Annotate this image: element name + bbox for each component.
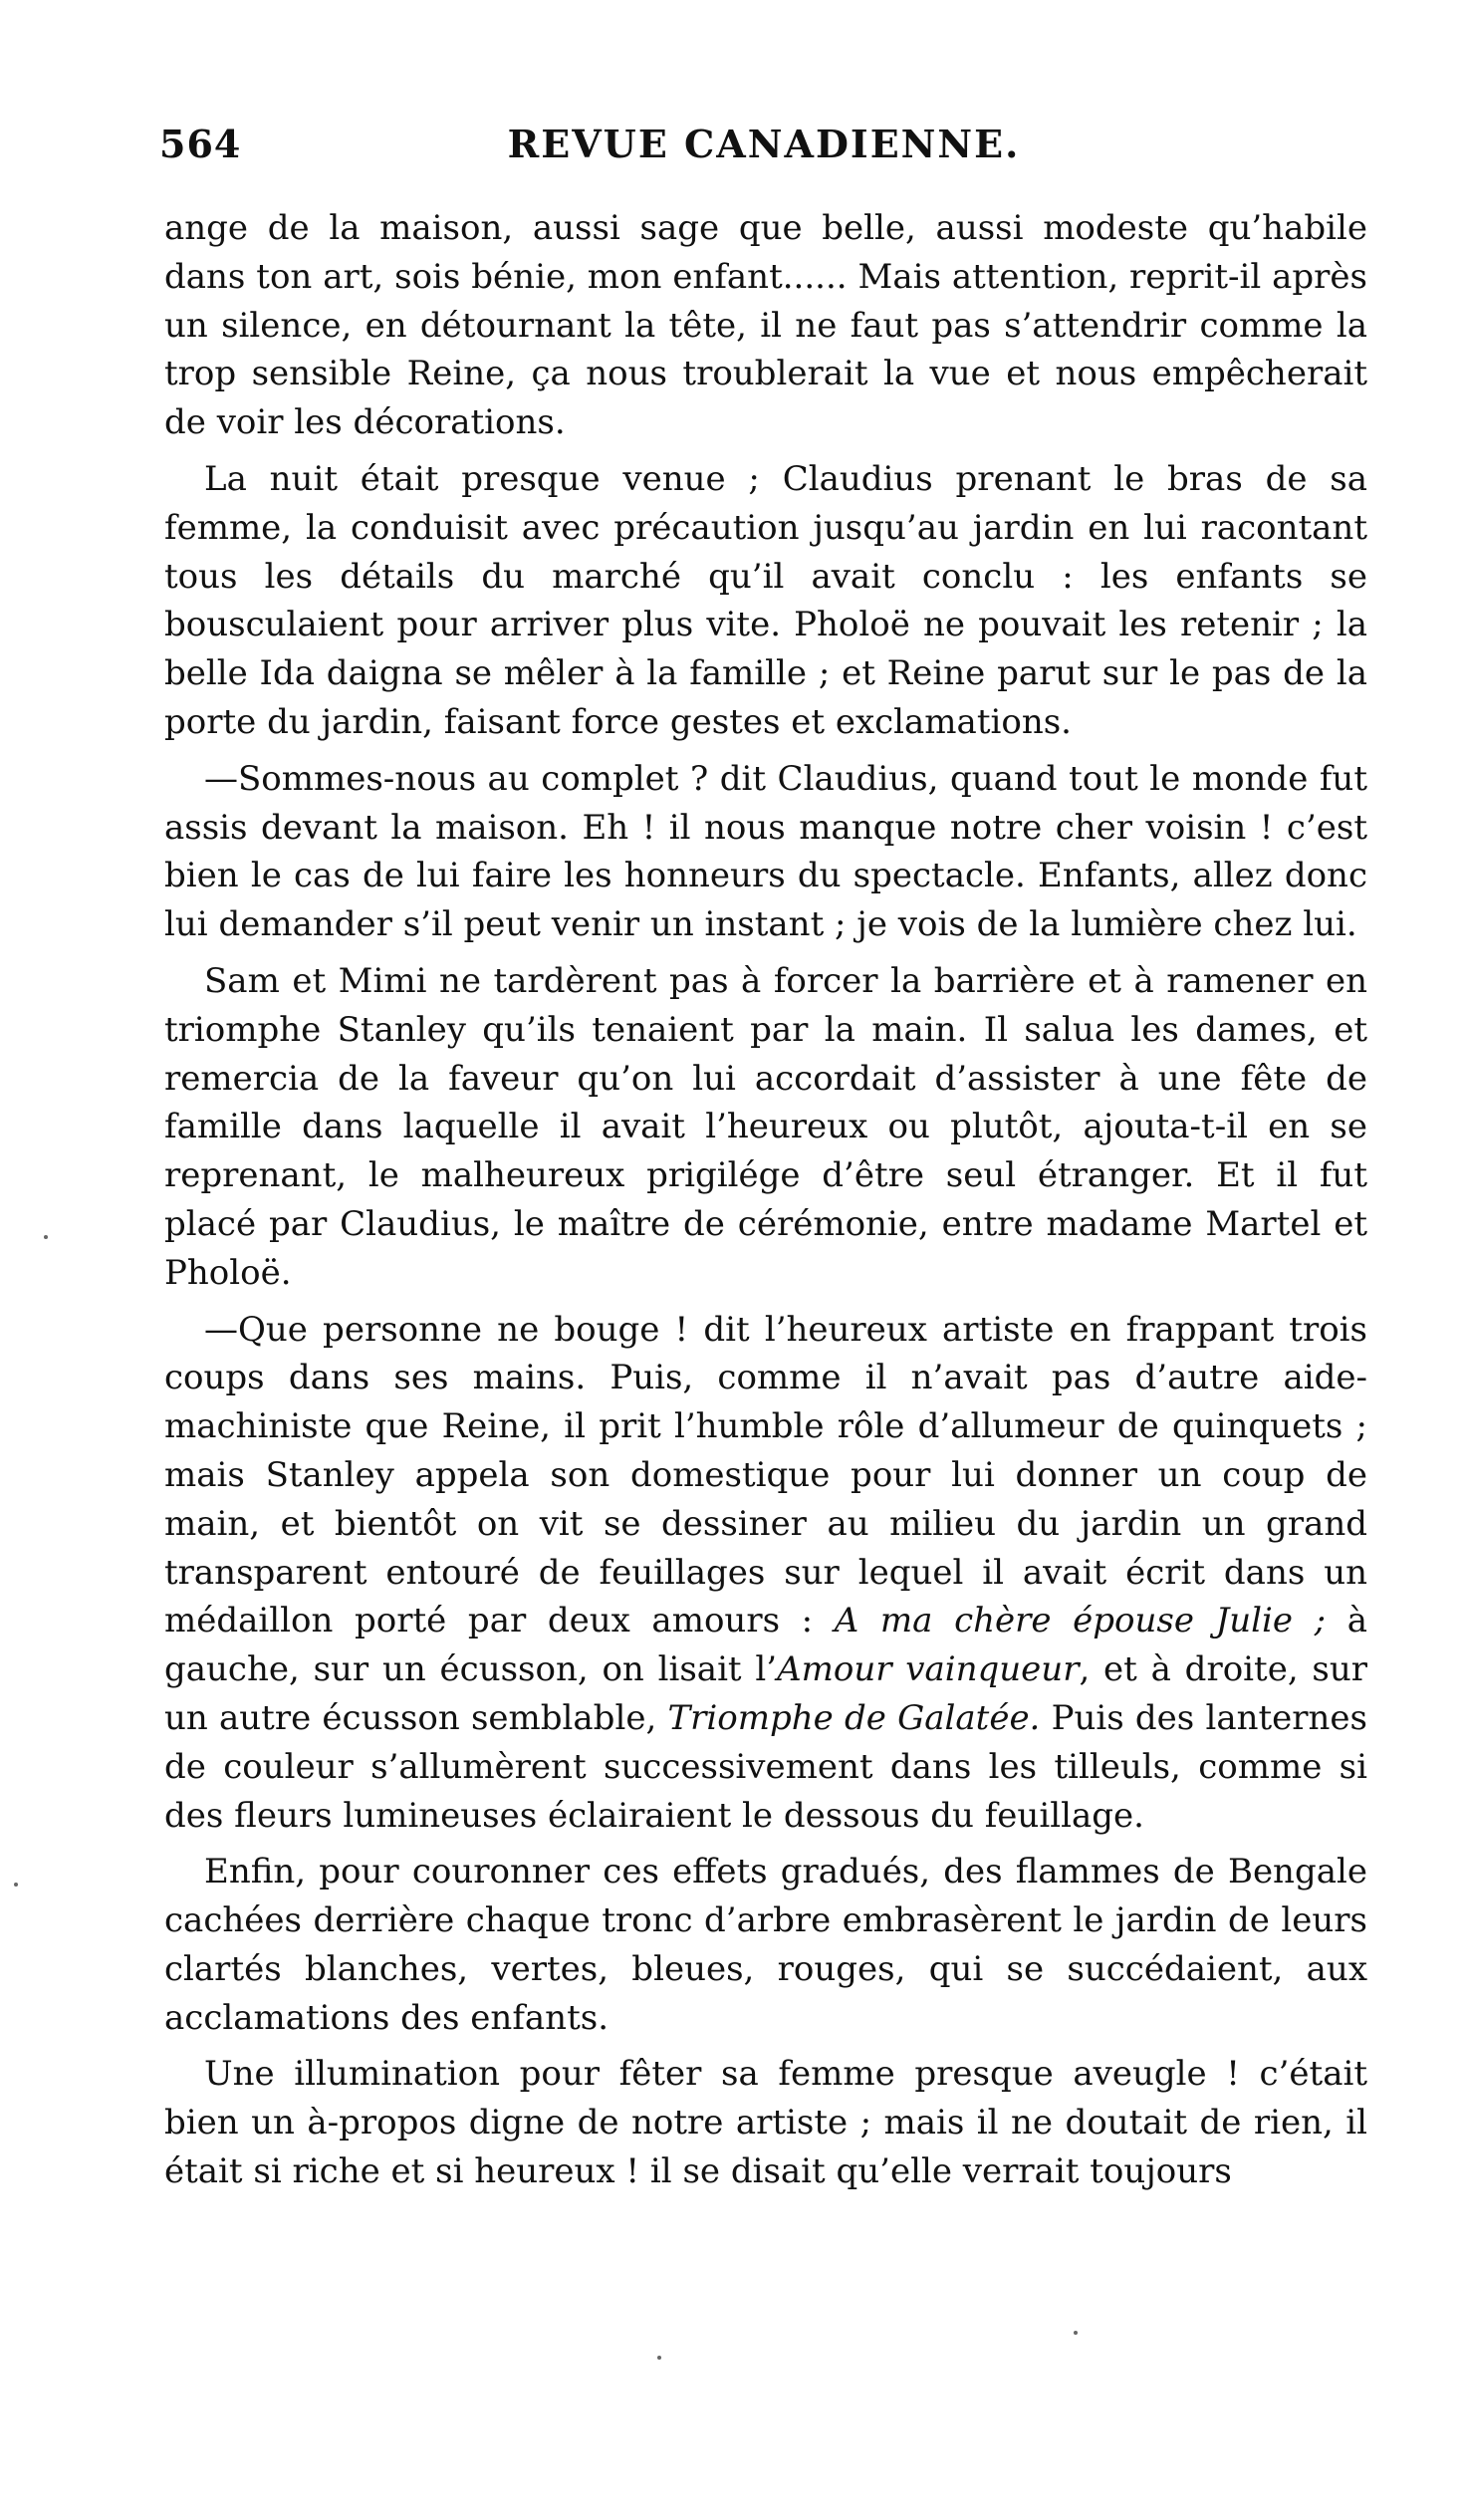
paragraph-7: Une illumination pour fêter sa femme presque aveugle ! c’était bien un à-propos digne de notre artiste ; mais il ne doutait de rien, il était si riche et si heureux ! il se disait qu’elle verrait toujours <box>164 2054 1367 2192</box>
paragraph-1: ange de la maison, aussi sage que belle, aussi modeste qu’habile dans ton art, sois bénie, mon enfant...... Mais attention, reprit-il après un silence, en détournant la tête, il ne faut pas s’attendrir comme la trop sensible Reine, ça nous troublerait la vue et nous empêcherait de voir les décorations. <box>164 208 1367 443</box>
page-number: 564 <box>159 122 242 166</box>
paragraph-5-italic-dedication: A ma chère épouse Julie ; <box>834 1601 1327 1641</box>
paragraph-5-part-3: , et à droite, sur un autre écusson semblable, <box>164 1649 1368 1738</box>
page-header <box>159 122 1368 181</box>
scan-speck <box>657 2356 661 2360</box>
running-title: REVUE CANADIENNE. <box>507 122 1021 166</box>
scan-speck <box>14 1883 18 1887</box>
paragraph-6: Enfin, pour couronner ces effets gradués, des flammes de Bengale cachées derrière chaque tronc d’arbre embrasèrent le jardin de leurs clartés blanches, vertes, bleues, rouges, qui se succédaient, aux acclamations des enfants. <box>164 1852 1367 2038</box>
paragraph-5-italic-triomphe: Triomphe de Galatée. <box>667 1697 1041 1738</box>
body-text <box>164 204 1367 2196</box>
scan-speck <box>1074 2331 1078 2335</box>
paragraph-5 <box>164 1306 1367 1841</box>
paragraph-5-part-2: à gauche, sur un écusson, on lisait l’ <box>164 1601 1367 1690</box>
paragraph-4: Sam et Mimi ne tardèrent pas à forcer la barrière et à ramener en triomphe Stanley qu’ils tenaient par la main. Il salua les dames, et remercia de la faveur qu’on lui accordait d’assister à une fête de famille dans laquelle il avait l’heureux ou plutôt, ajouta-t-il en se reprenant, le malheureux prigilége d’être seul étranger. Et il fut placé par Claudius, le maître de cérémonie, entre madame Martel et Pholoë. <box>164 960 1367 1293</box>
paragraph-5-part-4: Puis des lanternes de couleur s’allumèrent successivement dans les tilleuls, comme si des fleurs lumineuses éclairaient le dessous du feuillage. <box>164 1697 1367 1836</box>
paragraph-5-part-1: —Que personne ne bouge ! dit l’heureux artiste en frappant trois coups dans ses mains. Puis, comme il n’avait pas d’autre aide-machiniste que Reine, il prit l’humble rôle d’allumeur de quinquets ; mais Stanley appela son domestique pour lui donner un coup de main, et bientôt on vit se dessiner au milieu du jardin un grand transparent entouré de feuillages sur lequel il avait écrit dans un médaillon porté par deux amours : <box>164 1309 1367 1641</box>
paragraph-3: —Sommes-nous au complet ? dit Claudius, quand tout le monde fut assis devant la maison. Eh ! il nous manque notre cher voisin ! c’est bien le cas de lui faire les honneurs du spectacle. Enfants, allez donc lui demander s’il peut venir un instant ; je vois de la lumière chez lui. <box>164 758 1367 945</box>
scan-speck <box>44 1235 48 1239</box>
paragraph-5-italic-amour: Amour vainqueur <box>777 1649 1080 1690</box>
paragraph-2: La nuit était presque venue ; Claudius prenant le bras de sa femme, la conduisit avec précaution jusqu’au jardin en lui racontant tous les détails du marché qu’il avait conclu : les enfants se bousculaient pour arriver plus vite. Pholoë ne pouvait les retenir ; la belle Ida daigna se mêler à la famille ; et Reine parut sur le pas de la porte du jardin, faisant force gestes et exclamations. <box>164 458 1367 742</box>
